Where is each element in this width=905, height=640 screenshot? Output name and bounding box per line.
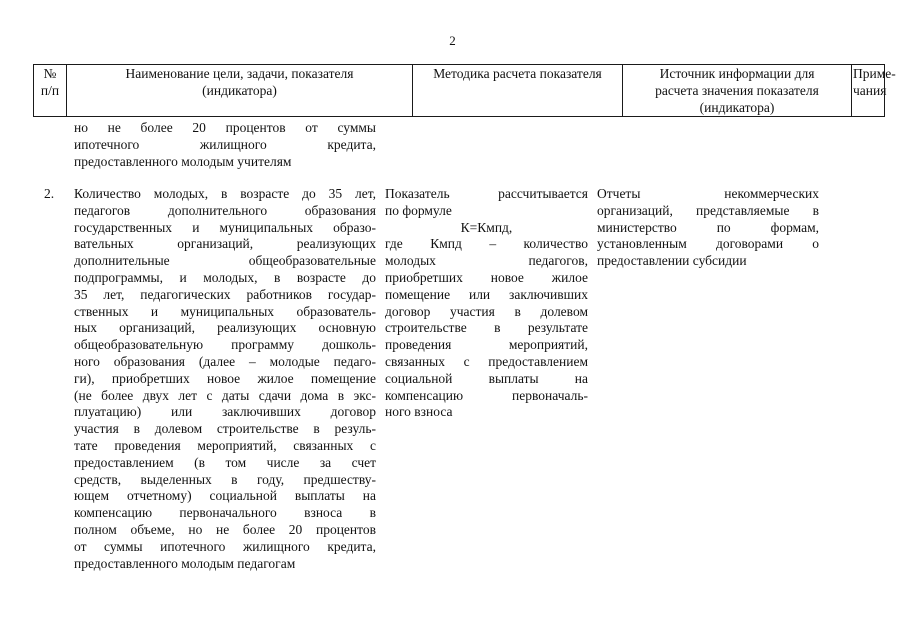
header-text: (индикатора): [202, 82, 277, 98]
header-text: п/п: [40, 82, 60, 98]
text-line: тате проведения мероприятий, связанных с: [74, 437, 376, 453]
header-text: Источник информации для: [659, 66, 815, 81]
text-line: приобретших новое жилое: [385, 269, 588, 285]
text-line: ных организаций, реализующих основную: [74, 320, 376, 336]
header-col-number: [34, 65, 67, 117]
header-text: Приме-: [853, 66, 896, 81]
text-line: ного взноса: [385, 404, 453, 420]
text-line: договор участия в долевом: [385, 303, 588, 319]
text-line: где Кмпд – количество: [385, 236, 588, 252]
header-text: чания: [853, 82, 887, 98]
text-line: проведения мероприятий,: [385, 337, 588, 353]
header-text: расчета значения показателя: [655, 82, 819, 98]
header-col-method: [413, 65, 623, 117]
header-col-name: [67, 65, 413, 117]
text-line: (не более двух лет с даты сдачи дома в экс-: [74, 387, 376, 403]
text-line: предоставлением (в том числе за счет: [74, 454, 376, 470]
text-line: общеобразовательную программу дошколь-: [74, 337, 376, 353]
text-line: ного образования (далее – молодые педаго-: [74, 353, 376, 369]
header-text: №: [43, 66, 57, 81]
text-line: от суммы ипотечного жилищного кредита,: [74, 538, 376, 554]
text-line: помещение или заключивших: [385, 286, 588, 302]
text-line: ющем отчетному) социальной выплаты на: [74, 488, 376, 504]
text-line: государственных и муниципальных образо-: [74, 219, 376, 235]
text-line: средств, выделенных в году, предшеству-: [74, 471, 376, 487]
header-col-source: [623, 65, 852, 117]
text-line: молодых педагогов,: [385, 253, 588, 269]
text-line: социальной выплаты на: [385, 370, 588, 386]
indicator-name: [74, 186, 376, 572]
header-col-notes: [852, 65, 896, 117]
text-line: ги), приобретших новое жилое помещение: [74, 370, 376, 386]
row-number: 2.: [44, 186, 55, 201]
header-text: (индикатора): [699, 99, 775, 115]
text-line: ипотечного жилищного кредита,: [74, 136, 376, 152]
text-line: педагогов дополнительного образования: [74, 202, 376, 218]
text-line: но не более 20 процентов от суммы: [74, 120, 376, 135]
header-text: Наименование цели, задачи, показателя: [125, 66, 354, 81]
text-line: Показатель рассчитывается: [385, 186, 588, 201]
calculation-method: [385, 186, 588, 421]
text-line: связанных с предоставлением: [385, 353, 588, 369]
text-line: компенсацию первоначаль-: [385, 387, 588, 403]
formula: К=Кмпд,: [460, 219, 513, 235]
header-text: Методика расчета показателя: [433, 66, 602, 81]
information-source: [597, 186, 819, 270]
text-line: Количество молодых, в возрасте до 35 лет,: [74, 186, 376, 201]
text-line: установленным договорами о: [597, 236, 819, 252]
text-line: вательных организаций, реализующих: [74, 236, 376, 252]
text-line: организаций, представляемые в: [597, 202, 819, 218]
text-line: 35 лет, педагогических работников государ-: [74, 286, 376, 302]
text-line: полном объеме, но не более 20 процентов: [74, 521, 376, 537]
text-line: предоставленного молодым учителям: [74, 153, 292, 169]
continuation-text: [74, 120, 376, 170]
page-number: 2: [449, 33, 456, 48]
text-line: министерство по формам,: [597, 219, 819, 235]
text-line: подпрограммы, и молодых, в возрасте до: [74, 269, 376, 285]
text-line: Отчеты некоммерческих: [597, 186, 819, 201]
text-line: дополнительные общеобразовательные: [74, 253, 376, 269]
text-line: строительстве в результате: [385, 320, 588, 336]
text-line: по формуле: [385, 202, 452, 218]
table-header: [33, 64, 896, 117]
text-line: ственных и муниципальных образователь-: [74, 303, 376, 319]
text-line: предоставлении субсидии: [597, 253, 747, 269]
text-line: предоставленного молодым педагогам: [74, 555, 296, 571]
text-line: участия в долевом строительстве в резуль-: [74, 421, 376, 437]
text-line: компенсацию первоначального взноса в: [74, 505, 376, 521]
text-line: плуатацию) или заключивших договор: [74, 404, 376, 420]
